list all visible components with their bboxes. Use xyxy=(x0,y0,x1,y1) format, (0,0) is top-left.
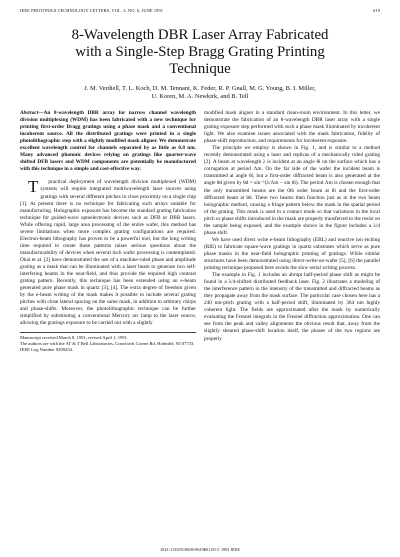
title-line: Technique xyxy=(169,61,231,77)
running-header xyxy=(20,8,380,16)
footnote-line: The authors are with the AT & T Bell Laboratories, Crawfords Corner Rd, Holmdel, NJ 07733. xyxy=(20,341,195,347)
footnote xyxy=(20,332,196,353)
body-paragraph: The example in Fig. 1 includes an abrupt half-period phase shift as might be found in a λ/4-shifted distributed feedback laser. Fig. 2 illustrates a modeling of the interference pattern in the intensity of the transmitted and diffracted beams as they propagate away from the mask surface. The particular case chosen here has a 240 nm-pitch grating with a half-period shift, illuminated by 364 nm highly coherent light. The fields are approximated after the mask by numerically evaluating the Fresnel integrals in the Fresnel diffraction approximation. One can see from the peak and valley alignments the obvious result that, away from the slightly sheared phase-shift location itself, the phases of the two regions are properly xyxy=(204,272,380,342)
intro-paragraph xyxy=(20,179,196,327)
body-paragraph: modified mask aligner in a standard clean-room environment. In this letter, we demonstrate the fabrication of an 8-wavelength DBR laser array with a single grating exposure step performed with such a phase mask illuminated by incoherent light. We also examine issues associated with the mask fabrication, fidelity of phase-shift reproduction, and requirements for incoherent exposure. xyxy=(204,110,380,145)
abstract-text: —An 8-wavelength DBR array for narrow channel wavelength division multiplexing (WDM) has been fabricated with a new technique for printing first-order Bragg gratings using a phase mask and a conventional incoherent source. All the distributed gratings were printed in a single photolithographic step with a slightly modified mask aligner. We demonstrate excellent wavelength control for channels separated by as little as 0.8 nm. Many advanced photonic devices relying on gratings like quarter-wave shifted DFB lasers and WDM components are potentially be manufactured with this technique in a simple and cost-effective way. xyxy=(20,110,196,173)
body-columns xyxy=(20,110,380,353)
author-list xyxy=(20,85,380,101)
body-paragraph: We have used direct write e-beam lithography (EBL) and reactive ion etching (RIE) to fabricate square-wave gratings in quartz substrates which serve as pure phase masks in the near-field holographic printing of gratings. While similar structures have been demonstrated using direct-write-on-wafer [5], [6] the parallel printing technique proposed here avoids the slow serial writing process. xyxy=(204,236,380,272)
footnote-line: Manuscript received March 8, 1991; revised April 1, 1991. xyxy=(20,335,129,341)
abstract-label: Abstract xyxy=(20,110,39,116)
body-paragraph: The principle we employ is shown in Fig. 1, and is similar to a method recently demonstrated using a laser and replicas of a mechanically ruled grating [2]. A beam at wavelength λ is incident at an angle θi on the surface which has a corrugation at period Λm. On the far side of the wafer the incident beam is transmitted at angle θi, but a first-order diffracted beam is also generated at the angle θd given by θd = sin⁻¹(λ/Λm − sin θi). The period Λm is chosen enough that the only transmitted beams are the 0th order beam at θi and the first-order diffracted beam at θd. These two beams then function just as in the two beam holographic method, causing a fringe pattern below the mask in the spatial period of the grating. This mask is used in a contact mode so that variations in the local pitch or phase shifts introduced in the mask are properly transferred to the resist on the sample being exposed, and the example shown in the figure includes a λ/4 phase shift. xyxy=(204,145,380,236)
title-line: with a Single-Step Bragg Grating Printing xyxy=(75,44,325,60)
abstract xyxy=(20,110,196,173)
right-column xyxy=(204,110,380,353)
author-line: U. Koren, M. A. Newkirk, and B. Tell xyxy=(151,93,249,100)
page-number: 619 xyxy=(373,8,380,13)
journal-header: IEEE PHOTONICS TECHNOLOGY LETTERS, VOL. 3, NO. 6, JUNE 1991 xyxy=(20,8,164,13)
footnote-line: IEEE Log Number 9209434. xyxy=(20,347,74,353)
intro-text: practical deployment of wavelength division multiplexed (WDM) systems will require integrated multiwavelength laser sources using gratings with several different pitches in close proximity on a single chip [1]. At present there is no technique for fabricating such arrays suitable for manufacturing. Holographic exposure has become the standard grating fabrication technique for guided-wave optoelectronic devices such as DFB or DBR lasers. While offering rapid, large area processing of the entire wafer, this method has severe limitations when more complex grating configurations are required. Electron-beam lithography has proven to be a powerful tool, but the long writing time required to create these patterns raises serious questions about the manufacturability of devices when several inch wafer processing is contemplated. Okai et al. [2] have demonstrated the use of a machine-ruled phase and amplitude grating as a mask that can be illuminated with a laser beam to generate two self-interfering beams in the near-field, and thus provide the required high contrast grating pattern. Recently, this technique has been extended using an e-beam generated pure phase mask in quartz [3], [4]. The extra degree of freedom given by the e-beam writing of the mask makes it possible to include several grating pitches with close lateral spacing on the same mask, in addition to arbitrary chirps and phase-shifts. Moreover, the photolithographic technique can be further simplified by substituting a conventional Mercury arc lamp to the laser source, allowing the gratings exposure to be carried out with a slightly xyxy=(20,179,196,327)
paper-title xyxy=(20,27,380,78)
author-line: J. M. Verdiell, T. L. Koch, D. M. Tennant, K. Feder, R. P. Gnall, M. G. Young, B. I. Miller, xyxy=(84,85,316,92)
drop-cap: T xyxy=(28,177,39,197)
left-column xyxy=(20,110,196,353)
copyright-footer: 1041-1135/91/0600-0619$01.00 © 1991 IEEE xyxy=(160,547,240,552)
title-line: 8-Wavelength DBR Laser Array Fabricated xyxy=(71,27,329,43)
